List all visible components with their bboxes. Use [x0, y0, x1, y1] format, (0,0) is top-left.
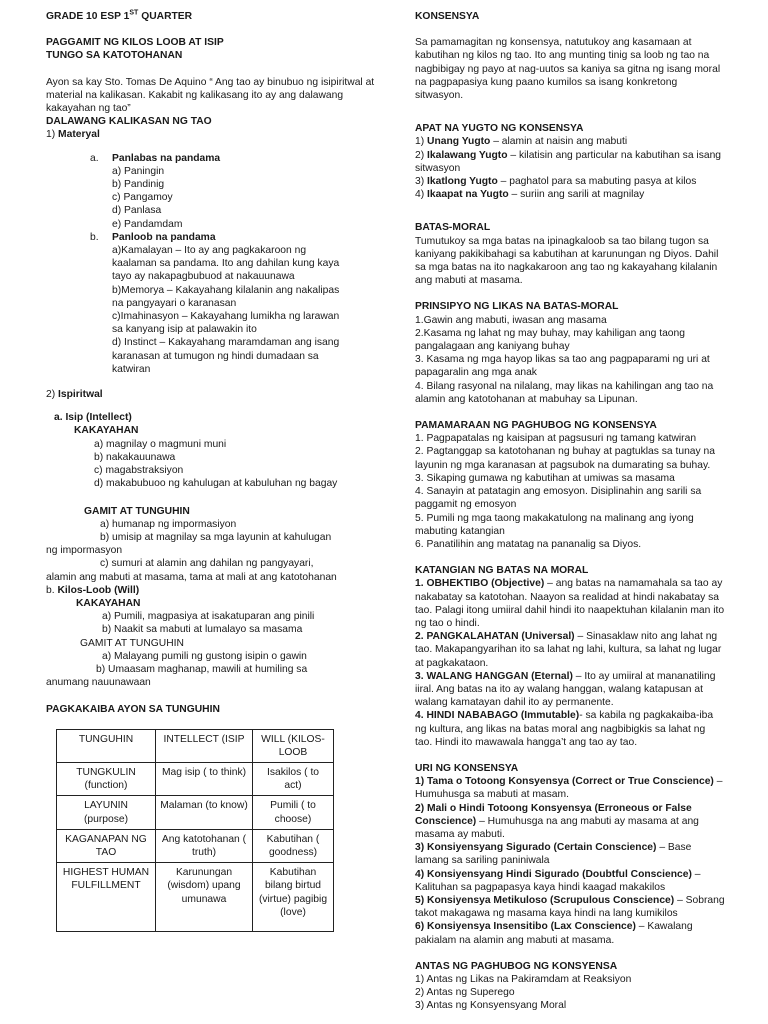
list-item: 5) Konsiyensya Metikuloso (Scrupulous Conscience) – Sobrang takot makagawa ng masama kaya hindi na lang kumikilos: [415, 894, 725, 920]
list-item: a) Pumili, magpasiya at isakatuparan ang pinili: [102, 611, 315, 623]
list-item: 6) Konsiyensya Insensitibo (Lax Conscience) – Kawalang pakialam na alamin ang mabuti at masama.: [415, 921, 693, 946]
comparison-table: [56, 729, 334, 932]
konsensya-paragraph: Sa pamamagitan ng konsensya, natutukoy ang kasamaan at kabutihan ng kilos ng tao. Ito ang munting tinig sa loob ng tao na nagbibigay ng payo at nag-uutos sa kaniya sa gitna ng isang moral na pagpapasiya kung paano kumilos sa isang konkretong sitwasyon.: [415, 37, 721, 102]
table-row: [57, 863, 334, 932]
list-item: 1) Tama o Totoong Konsyensya (Correct or True Conscience) – Humuhusga sa mabuti at masam.: [415, 776, 723, 801]
table-header-row: [57, 729, 334, 762]
list-item: a) humanap ng impormasiyon: [100, 518, 237, 530]
list-item: a) Paningin: [112, 165, 165, 177]
panloob-list: [46, 244, 342, 376]
list-item: b) umisip at magnilay sa mga layunin at kahulugan: [100, 531, 332, 543]
pamamaraan-heading: PAMAMARAAN NG PAGHUBOG NG KONSENSYA: [415, 420, 657, 432]
table-header-cell: TUNGUHIN: [57, 729, 156, 762]
list-item-continued: ng impormasyon: [46, 545, 123, 557]
list-item: d) Instinct – Kakayahang maramdaman ang isang karanasan at tumugon ng hindi dumadaan sa katwiran: [112, 337, 340, 375]
list-item: a)Kamalayan – Ito ay ang pagkakaroon ng kaalaman sa pandama. Ito ang dahilan kung kaya tayo ay nakapagbubuod at nakauunawa: [112, 245, 340, 283]
list-item: 3. Sikaping gumawa ng kabutihan at umiwas sa masama: [415, 472, 675, 484]
list-item: 4. HINDI NABABAGO (Immutable)- sa kabila ng pagkakaiba-iba ng kultura, ang likas na batas moral ang nagbibigkis sa lahat ng tao. Hindi ito mawawala hangga’t ang tao ay tao.: [415, 710, 714, 748]
table-row: [57, 829, 334, 862]
list-item: d) makabubuoo ng kahulugan at kabuluhan ng bagay: [94, 478, 338, 490]
list-item: 4. Bilang rasyonal na nilalang, may likas na kahilingan ang tao na alamin ang katotohanan at mabuhay sa Lipunan.: [415, 380, 714, 405]
isip-gamit-heading: GAMIT AT TUNGUHIN: [84, 505, 190, 517]
isip-kakayahan-list: [46, 438, 376, 491]
table-cell: HIGHEST HUMAN FULFILLMENT: [57, 863, 156, 932]
kilos-gamit-heading: GAMIT AT TUNGUHIN: [80, 637, 184, 649]
list-item: a) magnilay o magmuni muni: [94, 438, 227, 450]
katangian-list: [415, 577, 725, 749]
kilos-kakayahan-heading: KAKAYAHAN: [76, 597, 141, 609]
panloob-heading: b. Panloob na pandama: [90, 231, 216, 243]
list-item: b) Umaasam maghanap, mawili at humiling sa: [96, 663, 308, 675]
isip-heading: a. Isip (Intellect): [54, 412, 132, 424]
prinsipyo-list: [415, 314, 725, 406]
list-item: d) Panlasa: [112, 205, 162, 217]
list-item: 3) Ikatlong Yugto – paghatol para sa mabuting pasya at kilos: [415, 176, 697, 188]
table-cell: Pumili ( to choose): [253, 796, 334, 829]
list-item: b) nakakauunawa: [94, 451, 176, 463]
batas-moral-paragraph: Tumutukoy sa mga batas na ipinagkaloob sa tao bilang tugon sa kaniyang pakikibahagi sa kabutihan at karunungan ng Diyos. Dahil sa mga batas na ito nagkakaroon ang tao ng kakayahang kilalanin ang mabuti at masama.: [415, 235, 719, 287]
yugto-list: [415, 135, 725, 201]
list-item: 2) Antas ng Superego: [415, 987, 515, 999]
list-item: 2) Ikalawang Yugto – kilatisin ang particular na kabutihan sa isang sitwasyon: [415, 149, 722, 174]
pamamaraan-list: [415, 432, 725, 551]
document-title-line2: TUNGO SA KATOTOHANAN: [46, 50, 183, 62]
panlabas-heading: a. Panlabas na pandama: [90, 152, 221, 164]
table-cell: Ang katotohanan ( truth): [156, 829, 253, 862]
list-item: 2.Kasama ng lahat ng may buhay, may kahiligan ang taong pangalagaan ang kaniyang buhay: [415, 327, 685, 353]
list-item: b)Memorya – Kakayahang kilalanin ang nakalipas na pangyayari o karanasan: [112, 284, 340, 309]
list-item: 1. Pagpapatalas ng kaisipan at pagsusuri ng tamang katwiran: [415, 433, 697, 445]
antas-heading: ANTAS NG PAGHUBOG NG KONSYENSA: [415, 960, 618, 972]
list-item: 1. OBHEKTIBO (Objective) – ang batas na namamahala sa tao ay nakabatay sa katotohan. Naayon sa realidad at hindi nakabatay sa tao. Palagi itong umiiral dahil hindi ito naapektuhan kilalanin man ito ng tao o hindi.: [415, 578, 725, 629]
yugto-heading: APAT NA YUGTO NG KONSENSYA: [415, 123, 584, 135]
table-cell: Mag isip ( to think): [156, 762, 253, 795]
table-cell: KAGANAPAN NG TAO: [57, 829, 156, 862]
table-row: [57, 796, 334, 829]
list-item: 1) Unang Yugto – alamin at naisin ang mabuti: [415, 136, 628, 148]
list-item: 4) Ikaapat na Yugto – suriin ang sarili at magnilay: [415, 189, 645, 201]
list-item: 2. Pagtanggap sa katotohanan ng buhay at pagtuklas sa tunay na layunin ng mga karanasan at pagsubok na dumarating sa buhay.: [415, 446, 715, 471]
list-item: c)Imahinasyon – Kakayahang lumikha ng larawan sa kanyang isip at palawakin ito: [112, 311, 340, 336]
table-cell: Kabutihan bilang birtud (virtue) pagibig (love): [253, 863, 334, 932]
list-item: e) Pandamdam: [112, 218, 183, 230]
katangian-heading: KATANGIAN NG BATAS NA MORAL: [415, 565, 589, 577]
list-item: c) sumuri at alamin ang dahilan ng pangyayari,: [100, 558, 314, 570]
isip-kakayahan-heading: KAKAYAHAN: [74, 425, 139, 437]
list-item: 2) Mali o Hindi Totoong Konsyensya (Erroneous or False Conscience) – Humuhusga na ang mabuti ay masama at ang masama ay mabuti.: [415, 802, 699, 840]
konsensya-heading: KONSENSYA: [415, 11, 480, 22]
table-cell: Kabutihan ( goodness): [253, 829, 334, 862]
intro-paragraph: Ayon sa kay Sto. Tomas De Aquino “ Ang tao ay binubuo ng isipiritwal at material na kalikasan. Kakabit ng kalikasang ito ay ang dalawang kakayahan ng tao”: [46, 76, 375, 115]
list-item: 1) Antas ng Likas na Pakiramdam at Reaksiyon: [415, 974, 632, 985]
list-item: 3) Antas ng Konsyensyang Moral: [415, 1000, 567, 1012]
uri-list: [415, 775, 725, 947]
list-item: 6. Panatilihin ang matatag na pananalig sa Diyos.: [415, 538, 642, 550]
section-title-kalikasan: DALAWANG KALIKASAN NG TAO: [46, 116, 212, 128]
antas-list: [415, 973, 725, 1013]
list-item-continued: anumang nauunawaan: [46, 677, 151, 689]
panlabas-list: [46, 165, 376, 231]
materyal-heading: 1) Materyal: [46, 129, 100, 141]
table-cell: TUNGKULIN (function): [57, 762, 156, 795]
batas-moral-heading: BATAS-MORAL: [415, 222, 491, 234]
ispiritwal-heading: 2) Ispiritwal: [46, 389, 103, 401]
list-item: 4. Sanayin at patatagin ang emosyon. Disiplinahin ang sarili sa paggamit ng emosyon: [415, 486, 702, 511]
list-item: 3. WALANG HANGGAN (Eternal) – Ito ay umiiral at mananatiling iiral. Ang batas na ito ay walang hanggan, walang katapusan at walang kamatayan dahil ito ay permanente.: [415, 670, 716, 709]
list-item: b) Pandinig: [112, 179, 165, 191]
list-item: c) magabstraksiyon: [94, 465, 184, 477]
list-item: 1.Gawin ang mabuti, iwasan ang masama: [415, 314, 607, 326]
table-title: PAGKAKAIBA AYON SA TUNGUHIN: [46, 704, 220, 716]
list-item: b) Naakit sa mabuti at lumalayo sa masama: [102, 624, 303, 636]
table-row: [57, 762, 334, 795]
prinsipyo-heading: PRINSIPYO NG LIKAS NA BATAS-MORAL: [415, 301, 619, 313]
list-item: c) Pangamoy: [112, 192, 173, 204]
table-cell: LAYUNIN (purpose): [57, 796, 156, 829]
list-item: 2. PANGKALAHATAN (Universal) – Sinasaklaw nito ang lahat ng tao. Makapangyarihan ito sa lahat ng lahi, kultura, sa lahat ng lugar at pagkakataon.: [415, 631, 722, 669]
list-item-continued: alamin ang mabuti at masama, tama at mali at ang katotohanan: [46, 571, 337, 583]
list-item: 3) Konsiyensyang Sigurado (Certain Conscience) – Base lamang sa sariling paniniwala: [415, 842, 692, 867]
table-cell: Malaman (to know): [156, 796, 253, 829]
kilos-loob-heading: b. Kilos-Loob (Will): [46, 584, 140, 596]
table-header-cell: INTELLECT (ISIP: [156, 729, 253, 762]
table-header-cell: WILL (KILOS-LOOB: [253, 729, 334, 762]
table-cell: Isakilos ( to act): [253, 762, 334, 795]
right-column: [415, 10, 725, 1013]
list-item: 4) Konsiyensyang Hindi Sigurado (Doubtful Conscience) – Kalituhan sa pagpapasya kaya hindi kaagad makakilos: [415, 868, 701, 893]
table-cell: Karunungan (wisdom) upang umunawa: [156, 863, 253, 932]
uri-heading: URI NG KONSENSYA: [415, 762, 519, 774]
list-item: 3. Kasama ng mga hayop likas sa tao ang pagpaparami ng uri at papagaralin ang mga anak: [415, 354, 710, 379]
kilos-kakayahan-list: [46, 610, 376, 636]
document-title-line1: PAGGAMIT NG KILOS LOOB AT ISIP: [46, 37, 224, 49]
document-header: GRADE 10 ESP 1ST QUARTER: [46, 9, 193, 22]
left-column: [46, 10, 376, 932]
list-item: 5. Pumili ng mga taong makakatulong na malinang ang iyong mabuting katangian: [415, 512, 694, 537]
list-item: a) Malayang pumili ng gustong isipin o gawin: [102, 650, 307, 662]
